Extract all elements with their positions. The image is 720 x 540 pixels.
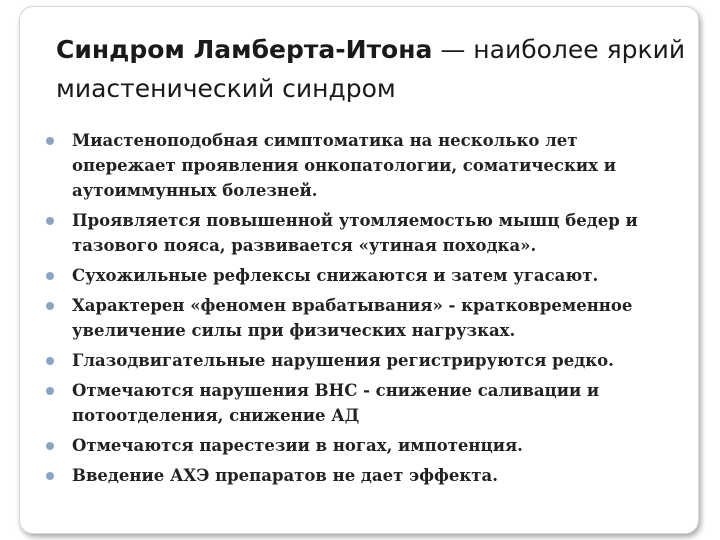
bullet-dot-icon — [46, 137, 54, 145]
bullet-item — [46, 128, 686, 203]
bullet-text: Характерен «феномен врабатывания» - кратковременное увеличение силы при физических нагрузках. — [72, 296, 633, 340]
bullet-item — [46, 208, 686, 258]
bullet-dot-icon — [46, 357, 54, 365]
bullet-dot-icon — [46, 472, 54, 480]
bullet-text: Отмечаются нарушения ВНС - снижение саливации и потоотделения, снижение АД — [72, 381, 600, 425]
bullet-item — [46, 463, 686, 488]
bullet-dot-icon — [46, 272, 54, 280]
bullet-text: Проявляется повышенной утомляемостью мышц бедер и тазового пояса, развивается «утиная походка». — [72, 211, 638, 255]
bullet-text: Глазодвигательные нарушения регистрируются редко. — [72, 351, 614, 370]
bullet-dot-icon — [46, 387, 54, 395]
bullet-text: Миастеноподобная симптоматика на несколько лет опережает проявления онкопатологии, соматических и аутоиммунных болезней. — [72, 131, 616, 200]
bullet-item — [46, 263, 686, 288]
bullet-text: Введение АХЭ препаратов не дает эффекта. — [72, 466, 498, 485]
bullet-item — [46, 378, 686, 428]
bullet-text: Отмечаются парестезии в ногах, импотенция. — [72, 436, 523, 455]
bullet-item — [46, 293, 686, 343]
bullet-text: Сухожильные рефлексы снижаются и затем угасают. — [72, 266, 599, 285]
bullet-dot-icon — [46, 442, 54, 450]
slide-title-bold: Синдром Ламберта-Итона — [56, 35, 433, 64]
bullet-item — [46, 348, 686, 373]
bullet-dot-icon — [46, 302, 54, 310]
bullet-item — [46, 433, 686, 458]
bullet-dot-icon — [46, 217, 54, 225]
slide-title — [56, 30, 716, 108]
slide-title-rest: — наиболее яркий миастенический синдром — [56, 35, 686, 103]
bullet-list — [46, 128, 686, 493]
